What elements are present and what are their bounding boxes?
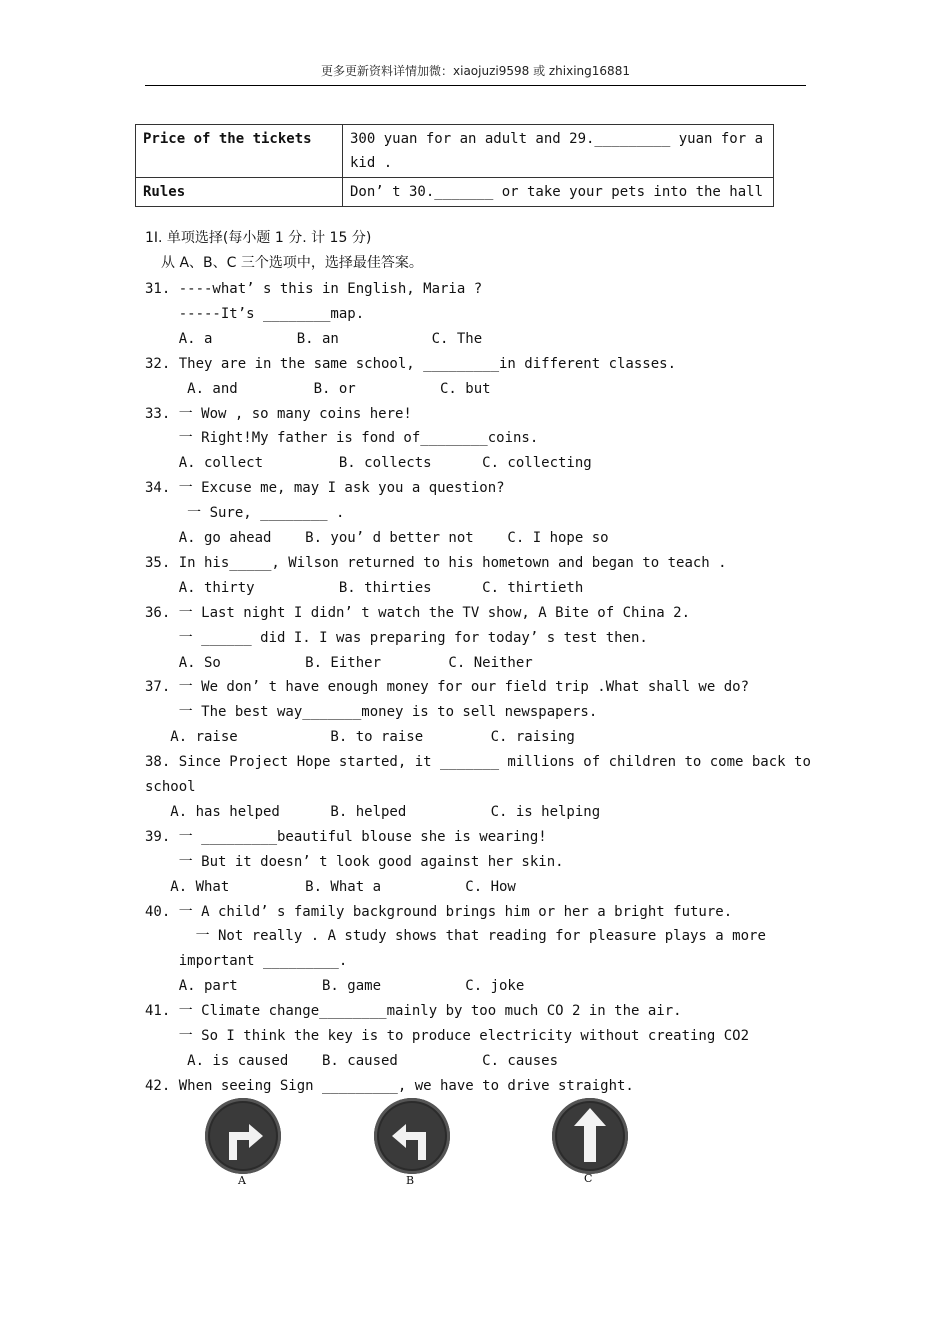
turn-right-arrow-icon bbox=[205, 1098, 281, 1174]
question-line: 42. When seeing Sign _________, we have to drive straight. bbox=[145, 1077, 634, 1094]
sign-b bbox=[374, 1098, 450, 1174]
turn-left-arrow-icon bbox=[374, 1098, 450, 1174]
straight-arrow-icon bbox=[552, 1098, 628, 1174]
question-line: 40. 一 A child’ s family background brings him or her a bright future. bbox=[145, 903, 733, 920]
table-value: 300 yuan for an adult and 29._________ yuan for a kid . bbox=[343, 125, 774, 178]
question-line: A. So B. Either C. Neither bbox=[145, 654, 533, 671]
header-rule bbox=[145, 85, 806, 86]
sign-label: A bbox=[238, 1174, 246, 1187]
question-line: 一 ______ did I. I was preparing for today’ s test then. bbox=[145, 629, 648, 646]
question-line: 34. 一 Excuse me, may I ask you a question? bbox=[145, 480, 505, 497]
question-line: A. go ahead B. you’ d better not C. I hope so bbox=[145, 530, 609, 546]
question-line: 41. 一 Climate change________mainly by too much CO 2 in the air. bbox=[145, 1003, 682, 1020]
section-title: 1I. 单项选择(每小题 1 分. 计 15 分) bbox=[145, 230, 372, 246]
question-line: 一 The best way_______money is to sell newspapers. bbox=[145, 704, 598, 721]
question-line: 38. Since Project Hope started, it _______ millions of children to come back to bbox=[145, 754, 811, 771]
question-line: 35. In his_____, Wilson returned to his hometown and began to teach . bbox=[145, 554, 727, 571]
question-line: important _________. bbox=[145, 953, 348, 970]
table-key: Price of the tickets bbox=[136, 125, 343, 178]
table-row bbox=[136, 178, 774, 207]
sign-a bbox=[205, 1098, 281, 1174]
question-line: 36. 一 Last night I didn’ t watch the TV show, A Bite of China 2. bbox=[145, 604, 691, 621]
question-line: 32. They are in the same school, _________in different classes. bbox=[145, 355, 677, 372]
question-line: A. a B. an C. The bbox=[145, 330, 483, 347]
question-line: 一 Right!My father is fond of________coins. bbox=[145, 430, 539, 447]
question-line: -----It’s ________map. bbox=[145, 305, 365, 322]
question-line: 一 But it doesn’ t look good against her skin. bbox=[145, 853, 564, 870]
question-line: A. part B. game C. joke bbox=[145, 978, 525, 995]
question-line: 一 Sure, ________ . bbox=[145, 505, 345, 522]
question-line: 39. 一 _________beautiful blouse she is wearing! bbox=[145, 828, 547, 845]
question-line: 37. 一 We don’ t have enough money for our field trip .What shall we do? bbox=[145, 679, 750, 696]
question-line: A. raise B. to raise C. raising bbox=[145, 729, 575, 746]
table-value: Don’ t 30._______ or take your pets into the hall bbox=[343, 178, 774, 207]
question-line: 一 So I think the key is to produce electricity without creating CO2 bbox=[145, 1028, 750, 1044]
question-line: A. collect B. collects C. collecting bbox=[145, 455, 592, 472]
question-line: 31. ----what’ s this in English, Maria ? bbox=[145, 281, 483, 297]
sign-c bbox=[552, 1098, 628, 1174]
question-line: A. is caused B. caused C. causes bbox=[145, 1052, 559, 1069]
sign-label: C bbox=[584, 1172, 593, 1185]
question-line: 一 Not really . A study shows that reading for pleasure plays a more bbox=[145, 928, 766, 945]
section-instruction: 从 A、B、C 三个选项中，选择最佳答案。 bbox=[161, 255, 423, 271]
question-line: A. What B. What a C. How bbox=[145, 878, 516, 895]
question-line: 33. 一 Wow , so many coins here! bbox=[145, 405, 412, 422]
page-header: 更多更新资料详情加微：xiaojuzi9598 或 zhixing16881 bbox=[321, 64, 630, 78]
question-line: A. and B. or C. but bbox=[145, 380, 491, 397]
sign-label: B bbox=[406, 1174, 415, 1187]
table-key: Rules bbox=[136, 178, 343, 207]
question-line: A. thirty B. thirties C. thirtieth bbox=[145, 579, 584, 596]
question-line: school bbox=[145, 779, 196, 795]
ticket-info-table bbox=[135, 124, 774, 207]
table-row bbox=[136, 125, 774, 178]
question-line: A. has helped B. helped C. is helping bbox=[145, 803, 601, 820]
